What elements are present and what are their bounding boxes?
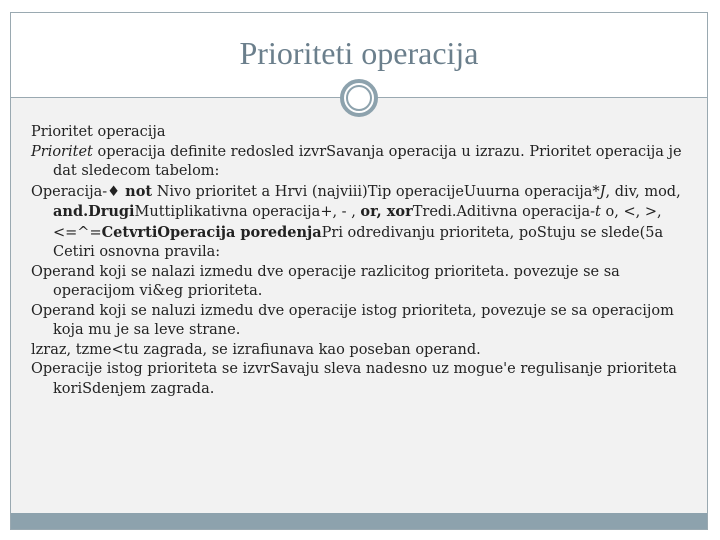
text-segment: Nivo prioritet a Hrvi (najviii)Tip operacijeUuurna operacija* bbox=[152, 183, 600, 200]
text-segment: lzraz, tzme<tu zagrada, se izrafiunava kao poseban operand. bbox=[31, 341, 481, 358]
text-segment: or, xor bbox=[360, 203, 413, 220]
paragraph bbox=[31, 360, 691, 399]
text-segment: Operand koji se nalazi izmedu dve operacije razlicitog prioriteta. povezuje se sa operacijom vi&eg prioriteta. bbox=[31, 263, 620, 299]
paragraph bbox=[31, 182, 691, 263]
text-segment: Muttiplikativna operacija+, - , bbox=[134, 204, 361, 220]
text-segment: Operacija- bbox=[31, 183, 108, 200]
slide-title: Prioriteti operacija bbox=[239, 35, 479, 71]
text-segment: Operacije istog prioriteta se izvrSavaju sleva nadesno uz mogue'e regulisanje prioriteta koriSdenjem zagrada. bbox=[31, 361, 677, 397]
text-segment: o, <, >, <=^= bbox=[53, 204, 662, 241]
slide bbox=[10, 12, 708, 530]
text-segment: operacija definite redosled izvrSavanja operacija u izrazu. Prioritet operacija je dat sledecom tabelom: bbox=[53, 143, 682, 179]
slide-body bbox=[31, 123, 691, 399]
text-segment: ♦ not bbox=[107, 182, 153, 200]
text-segment: CetvrtiOperacija poredenja bbox=[101, 223, 322, 241]
paragraph bbox=[31, 302, 691, 341]
ring-ornament-icon bbox=[340, 79, 378, 117]
text-segment: J bbox=[599, 183, 606, 200]
text-segment: Tredi.Aditivna operacija bbox=[412, 204, 591, 220]
paragraph bbox=[31, 143, 691, 182]
text-segment: Prioritet operacija bbox=[31, 124, 166, 140]
text-segment: , div, mod, bbox=[605, 183, 681, 200]
footer-bar bbox=[11, 513, 707, 529]
text-segment: and.Drugi bbox=[53, 203, 135, 220]
text-segment: Prioritet bbox=[31, 143, 93, 160]
paragraph bbox=[31, 123, 691, 143]
text-segment: -t bbox=[590, 204, 601, 220]
text-segment: Pri odredivanju prioriteta, poStuju se slede(5a Cetiri osnovna pravila: bbox=[53, 224, 664, 260]
paragraph bbox=[31, 263, 691, 302]
paragraph bbox=[31, 341, 691, 361]
text-segment: Operand koji se naluzi izmedu dve operacije istog prioriteta, povezuje se sa operacijom koja mu je sa leve strane. bbox=[31, 302, 674, 338]
